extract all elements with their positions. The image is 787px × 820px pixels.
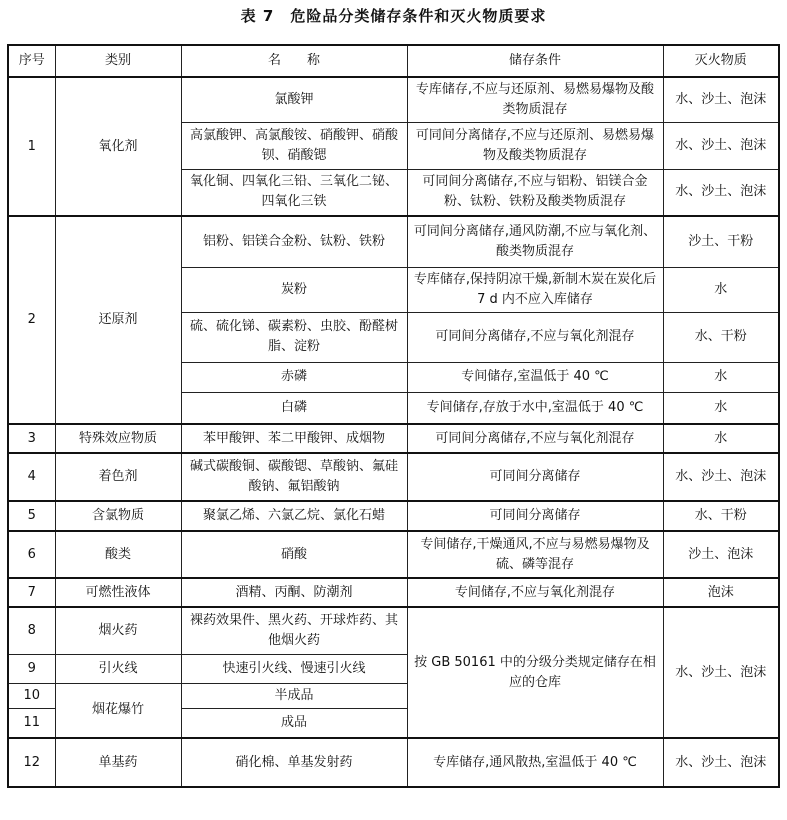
row-name: 苯甲酸钾、苯二甲酸钾、成烟物 — [181, 424, 407, 453]
row-extinguisher: 沙土、泡沫 — [663, 531, 779, 578]
row-category: 含氯物质 — [55, 501, 181, 531]
row-category: 单基药 — [55, 738, 181, 787]
row-extinguisher: 水、沙土、泡沫 — [663, 122, 779, 169]
table-row — [8, 738, 779, 787]
row-storage: 专间储存,室温低于 40 ℃ — [407, 362, 663, 392]
row-no: 11 — [8, 708, 55, 738]
row-extinguisher: 水 — [663, 392, 779, 424]
row-no: 7 — [8, 578, 55, 607]
row-name: 酒精、丙酮、防潮剂 — [181, 578, 407, 607]
header-name: 名 称 — [181, 45, 407, 77]
row-name: 裸药效果件、黑火药、开球炸药、其他烟火药 — [181, 607, 407, 654]
row-extinguisher: 水 — [663, 424, 779, 453]
row-extinguisher: 水、干粉 — [663, 312, 779, 362]
row-no: 8 — [8, 607, 55, 654]
row-name: 赤磷 — [181, 362, 407, 392]
table-row — [8, 453, 779, 501]
row-extinguisher: 水、沙土、泡沫 — [663, 77, 779, 122]
row-category: 特殊效应物质 — [55, 424, 181, 453]
row-no: 4 — [8, 453, 55, 501]
row-storage: 可同间分离储存,不应与氧化剂混存 — [407, 424, 663, 453]
row-storage: 专库储存,通风散热,室温低于 40 ℃ — [407, 738, 663, 787]
row-storage: 专库储存,保持阴凉干燥,新制木炭在炭化后 7 d 内不应入库储存 — [407, 267, 663, 312]
table-row — [8, 607, 779, 654]
row-extinguisher: 水、沙土、泡沫 — [663, 169, 779, 216]
row-category: 还原剂 — [55, 216, 181, 424]
row-name: 铝粉、铝镁合金粉、钛粉、铁粉 — [181, 216, 407, 267]
row-no: 9 — [8, 654, 55, 683]
row-category: 烟花爆竹 — [55, 683, 181, 738]
table-row — [8, 216, 779, 267]
row-storage: 专库储存,不应与还原剂、易燃易爆物及酸类物质混存 — [407, 77, 663, 122]
row-no: 5 — [8, 501, 55, 531]
row-no: 12 — [8, 738, 55, 787]
row-no: 1 — [8, 77, 55, 216]
row-name: 成品 — [181, 708, 407, 738]
row-category: 酸类 — [55, 531, 181, 578]
row-extinguisher: 水、沙土、泡沫 — [663, 738, 779, 787]
row-extinguisher: 水、干粉 — [663, 501, 779, 531]
row-category: 引火线 — [55, 654, 181, 683]
hazard-storage-table — [7, 44, 780, 788]
row-name: 硝化棉、单基发射药 — [181, 738, 407, 787]
row-storage: 可同间分离储存,不应与氧化剂混存 — [407, 312, 663, 362]
row-no: 6 — [8, 531, 55, 578]
table-row — [8, 424, 779, 453]
row-extinguisher: 泡沫 — [663, 578, 779, 607]
row-no: 2 — [8, 216, 55, 424]
row-storage: 可同间分离储存,通风防潮,不应与氧化剂、酸类物质混存 — [407, 216, 663, 267]
row-category: 可燃性液体 — [55, 578, 181, 607]
row-name: 白磷 — [181, 392, 407, 424]
row-storage: 专间储存,存放于水中,室温低于 40 ℃ — [407, 392, 663, 424]
table-row — [8, 77, 779, 122]
row-name: 半成品 — [181, 683, 407, 708]
table-header-row — [8, 45, 779, 77]
row-name: 炭粉 — [181, 267, 407, 312]
row-storage: 可同间分离储存,不应与铝粉、铝镁合金粉、钛粉、铁粉及酸类物质混存 — [407, 169, 663, 216]
row-name: 硝酸 — [181, 531, 407, 578]
row-name: 硫、硫化锑、碳素粉、虫胶、酚醛树脂、淀粉 — [181, 312, 407, 362]
row-storage: 可同间分离储存,不应与还原剂、易燃易爆物及酸类物质混存 — [407, 122, 663, 169]
row-storage: 可同间分离储存 — [407, 501, 663, 531]
row-name: 快速引火线、慢速引火线 — [181, 654, 407, 683]
table-row — [8, 578, 779, 607]
row-name: 氧化铜、四氧化三铅、三氧化二铋、四氧化三铁 — [181, 169, 407, 216]
header-storage: 储存条件 — [407, 45, 663, 77]
row-category: 氧化剂 — [55, 77, 181, 216]
row-category: 着色剂 — [55, 453, 181, 501]
header-category: 类别 — [55, 45, 181, 77]
header-no: 序号 — [8, 45, 55, 77]
row-no: 10 — [8, 683, 55, 708]
header-extinguisher: 灭火物质 — [663, 45, 779, 77]
row-storage: 专间储存,不应与氧化剂混存 — [407, 578, 663, 607]
row-storage: 按 GB 50161 中的分级分类规定储存在相应的仓库 — [407, 607, 663, 738]
row-storage: 专间储存,干燥通风,不应与易燃易爆物及硫、磷等混存 — [407, 531, 663, 578]
row-name: 氯酸钾 — [181, 77, 407, 122]
row-extinguisher: 沙土、干粉 — [663, 216, 779, 267]
row-extinguisher: 水、沙土、泡沫 — [663, 453, 779, 501]
row-storage: 可同间分离储存 — [407, 453, 663, 501]
table-title: 表 7 危险品分类储存条件和灭火物质要求 — [240, 7, 547, 25]
row-name: 碱式碳酸铜、碳酸锶、草酸钠、氟硅酸钠、氟铝酸钠 — [181, 453, 407, 501]
row-name: 聚氯乙烯、六氯乙烷、氯化石蜡 — [181, 501, 407, 531]
row-name: 高氯酸钾、高氯酸铵、硝酸钾、硝酸钡、硝酸锶 — [181, 122, 407, 169]
row-extinguisher: 水 — [663, 362, 779, 392]
row-extinguisher: 水、沙土、泡沫 — [663, 607, 779, 738]
table-row — [8, 501, 779, 531]
table-row — [8, 531, 779, 578]
row-no: 3 — [8, 424, 55, 453]
row-category: 烟火药 — [55, 607, 181, 654]
row-extinguisher: 水 — [663, 267, 779, 312]
